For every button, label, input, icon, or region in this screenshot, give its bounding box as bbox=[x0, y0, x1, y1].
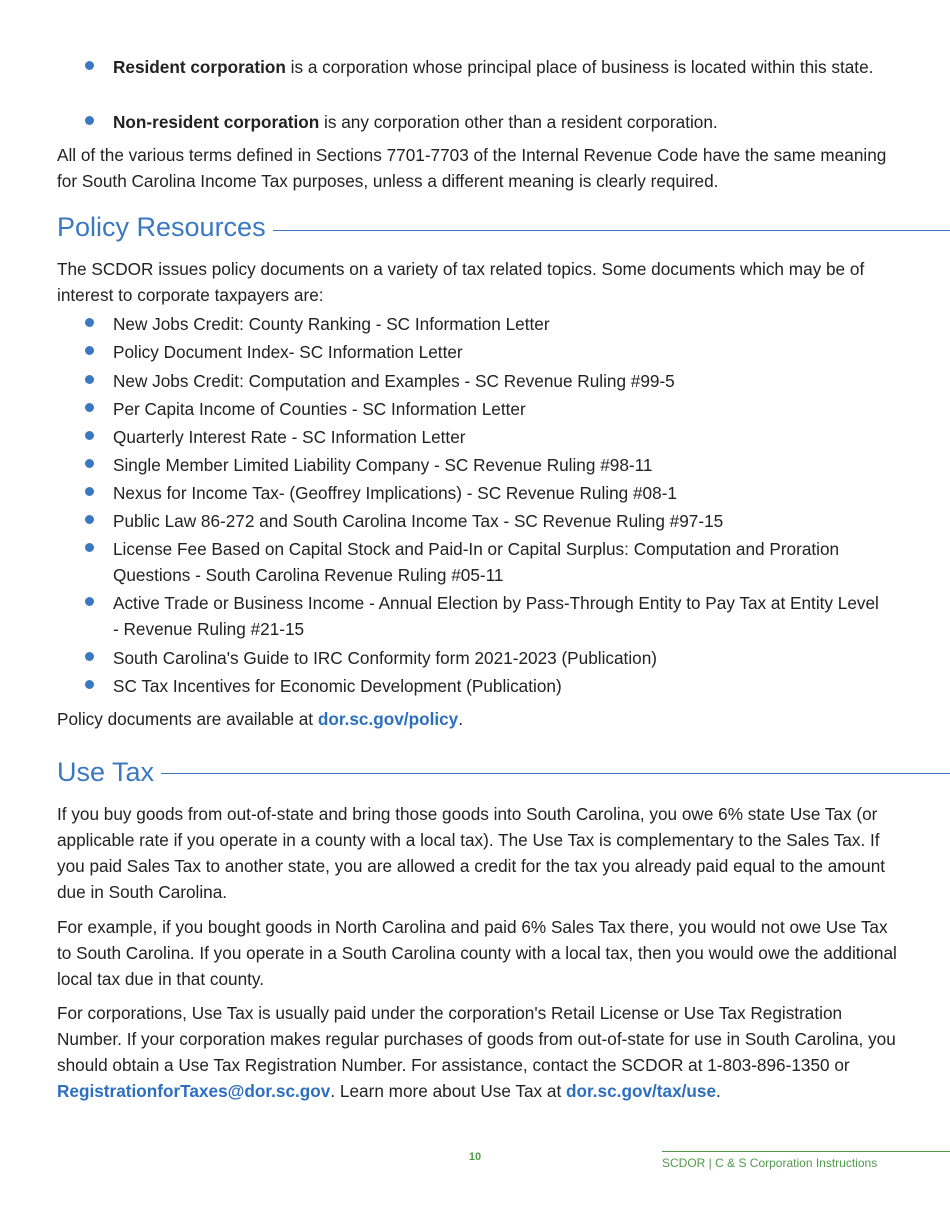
policy-item-label[interactable]: New Jobs Credit: Computation and Examples - SC Revenue Ruling #99-5 bbox=[113, 371, 675, 391]
bullet-icon bbox=[85, 61, 94, 70]
definition-text: is a corporation whose principal place of business is located within this state. bbox=[285, 57, 874, 77]
bullet-icon bbox=[85, 543, 94, 552]
policy-link[interactable]: dor.sc.gov/policy bbox=[317, 709, 459, 729]
definition-text: is any corporation other than a resident corporation. bbox=[319, 112, 718, 132]
use-tax-p3-end: . bbox=[716, 1081, 721, 1101]
policy-item-label[interactable]: New Jobs Credit: County Ranking - SC Information Letter bbox=[113, 314, 550, 334]
heading-rule bbox=[273, 230, 950, 231]
use-tax-link[interactable]: dor.sc.gov/tax/use bbox=[566, 1081, 717, 1101]
policy-item-label[interactable]: SC Tax Incentives for Economic Development (Publication) bbox=[113, 676, 562, 696]
policy-available-text: Policy documents are available at bbox=[57, 709, 318, 729]
policy-item-label[interactable]: Active Trade or Business Income - Annual Election by Pass-Through Entity to Pay Tax at Entity Level - Revenue Ruling #21-15 bbox=[113, 593, 879, 639]
policy-item-label[interactable]: South Carolina's Guide to IRC Conformity form 2021-2023 (Publication) bbox=[113, 648, 657, 668]
section-heading-policy: Policy Resources bbox=[57, 212, 266, 242]
bullet-icon bbox=[85, 597, 94, 606]
bullet-icon bbox=[85, 375, 94, 384]
use-tax-p3-text: For corporations, Use Tax is usually paid under the corporation's Retail License or Use Tax Registration Number. If your corporation makes regular purchases of goods from out-of-state for use in South Carolina, you should obtain a Use Tax Registration Number. For assistance, contact the SCDOR at 1-803-896-1350 or bbox=[57, 1003, 896, 1075]
registration-email-link[interactable]: RegistrationforTaxes@dor.sc.gov bbox=[57, 1081, 331, 1101]
policy-item-label[interactable]: Policy Document Index- SC Information Letter bbox=[113, 342, 463, 362]
policy-item-label[interactable]: License Fee Based on Capital Stock and Paid-In or Capital Surplus: Computation and Proration Questions - South Carolina Revenue Ruling #05-11 bbox=[113, 539, 840, 585]
section-heading-use-tax: Use Tax bbox=[57, 757, 155, 787]
policy-intro: The SCDOR issues policy documents on a variety of tax related topics. Some documents which may be of interest to corporate taxpayers are: bbox=[57, 259, 865, 305]
definition-term: Non-resident corporation bbox=[113, 112, 320, 132]
bullet-icon bbox=[85, 346, 94, 355]
bullet-icon bbox=[85, 459, 94, 468]
bullet-icon bbox=[85, 515, 94, 524]
heading-rule bbox=[161, 773, 950, 774]
bullet-icon bbox=[85, 652, 94, 661]
policy-item-label[interactable]: Nexus for Income Tax- (Geoffrey Implications) - SC Revenue Ruling #08-1 bbox=[113, 483, 677, 503]
policy-item-label[interactable]: Public Law 86-272 and South Carolina Income Tax - SC Revenue Ruling #97-15 bbox=[113, 511, 724, 531]
policy-item-label[interactable]: Quarterly Interest Rate - SC Information Letter bbox=[113, 427, 466, 447]
use-tax-paragraph-2: For example, if you bought goods in North Carolina and paid 6% Sales Tax there, you would not owe Use Tax to South Carolina. If you operate in a South Carolina county with a local tax, then you would owe the additional local tax due in that county. bbox=[57, 917, 897, 989]
use-tax-p3-mid: . Learn more about Use Tax at bbox=[330, 1081, 567, 1101]
page-number: 10 bbox=[468, 1151, 482, 1163]
bullet-icon bbox=[85, 318, 94, 327]
footer-rule bbox=[662, 1151, 950, 1152]
use-tax-paragraph-1: If you buy goods from out-of-state and bring those goods into South Carolina, you owe 6% state Use Tax (or applicable rate if you operate in a county with a local tax). The Use Tax is complementary to the Sales Tax. If you paid Sales Tax to another state, you are allowed a credit for the tax you already paid equal to the amount due in South Carolina. bbox=[57, 804, 886, 902]
policy-available-suffix: . bbox=[458, 709, 464, 729]
policy-item-label[interactable]: Per Capita Income of Counties - SC Information Letter bbox=[113, 399, 526, 419]
use-tax-paragraph-3 bbox=[57, 1000, 897, 1104]
definitions-note: All of the various terms defined in Sections 7701-7703 of the Internal Revenue Code have the same meaning for South Carolina Income Tax purposes, unless a different meaning is clearly required. bbox=[57, 145, 887, 191]
policy-item-label[interactable]: Single Member Limited Liability Company - SC Revenue Ruling #98-11 bbox=[113, 455, 653, 475]
bullet-icon bbox=[85, 487, 94, 496]
bullet-icon bbox=[85, 680, 94, 689]
footer-title: SCDOR | C & S Corporation Instructions bbox=[662, 1156, 878, 1170]
definition-term: Resident corporation bbox=[113, 57, 286, 77]
policy-availability bbox=[57, 706, 897, 732]
bullet-icon bbox=[85, 403, 94, 412]
bullet-icon bbox=[85, 431, 94, 440]
bullet-icon bbox=[85, 116, 94, 125]
